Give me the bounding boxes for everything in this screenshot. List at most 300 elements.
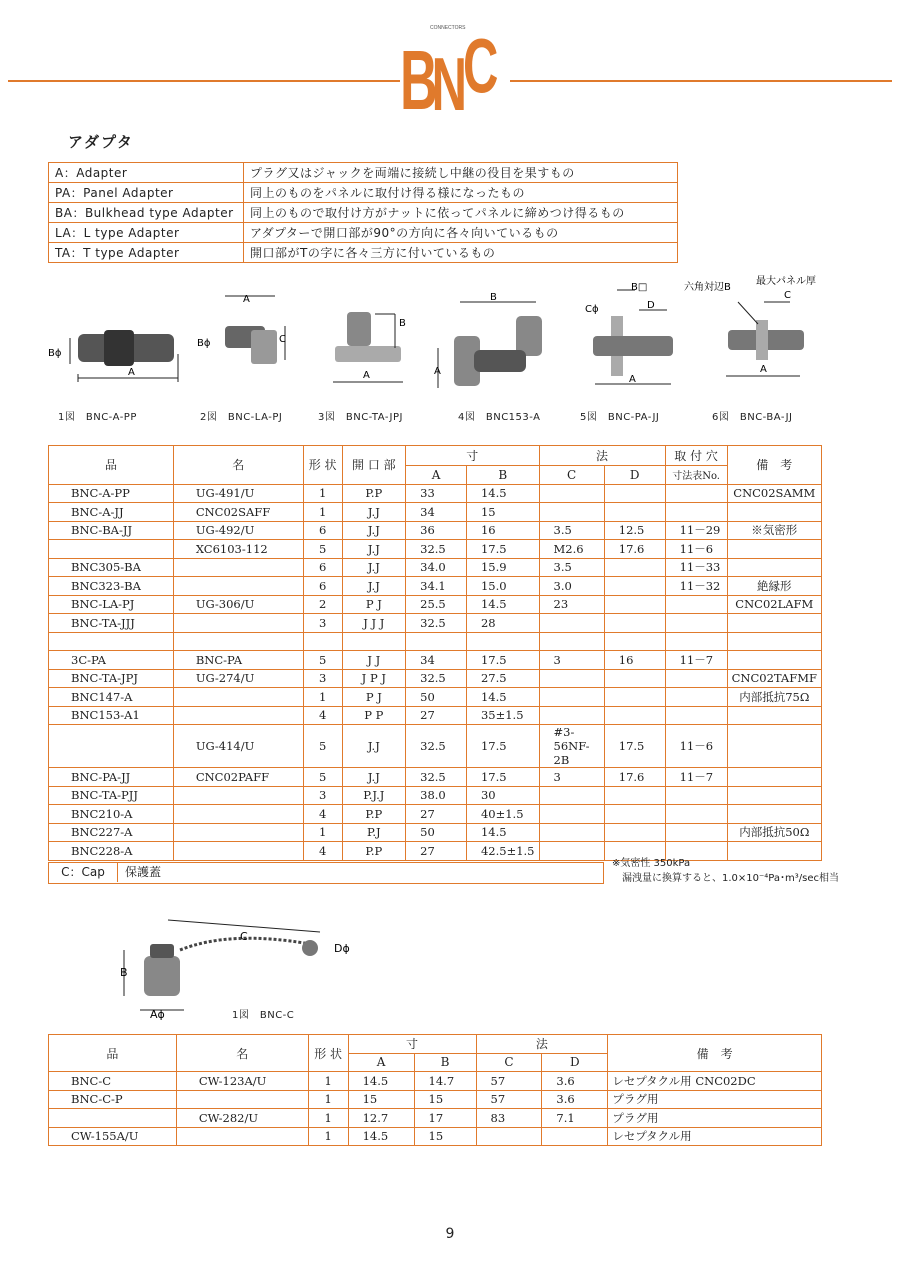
figure-2 — [195, 290, 305, 370]
figure-6 — [680, 272, 860, 397]
cap-fig-label-d: Dϕ — [334, 942, 350, 955]
cell-d: 16 — [604, 651, 665, 670]
cell-remarks: CNC02LAFM — [727, 595, 821, 614]
note-airtight: ※気密性 350kPa — [612, 858, 691, 869]
cell-d — [604, 577, 665, 596]
cell-c: #3-56NF-2B — [539, 725, 604, 768]
cell-b: 14.5 — [466, 484, 539, 503]
cap-cell-shape: 1 — [308, 1090, 348, 1109]
cap-cell-a: 14.5 — [348, 1127, 414, 1146]
cell-opening: J.J — [342, 540, 406, 559]
cell-b: 40±1.5 — [466, 805, 539, 824]
cell-a: 34 — [406, 503, 467, 522]
figure-3 — [325, 300, 425, 395]
table-row — [49, 595, 822, 614]
fig4-label-b: B — [490, 292, 497, 303]
cell-a: 32.5 — [406, 540, 467, 559]
cell-hole: 11－6 — [665, 540, 727, 559]
cell-a: 32.5 — [406, 669, 467, 688]
cell-remarks — [727, 725, 821, 768]
cell-b: 42.5±1.5 — [466, 842, 539, 861]
table-row — [49, 786, 822, 805]
fig2-label-b: Bϕ — [197, 338, 211, 349]
cap-cell-c: 57 — [476, 1072, 542, 1091]
cell-opening: J.J — [342, 503, 406, 522]
svg-text:B: B — [400, 33, 438, 120]
figure-5 — [575, 280, 695, 400]
cell-d — [604, 614, 665, 633]
cell-hin: BNC-TA-JJJ — [49, 614, 174, 633]
cell-mei — [173, 558, 303, 577]
cell-opening: P.J.J — [342, 786, 406, 805]
fig2-caption: 2図 BNC-LA-PJ — [200, 412, 283, 423]
fig6-label-a: A — [760, 364, 767, 375]
table-row — [49, 577, 822, 596]
cell-opening: P.P — [342, 805, 406, 824]
cell-hin: BNC305-BA — [49, 558, 174, 577]
cell-remarks — [727, 503, 821, 522]
spec-head-hole2: 寸法表No. — [665, 466, 727, 485]
cell-c: 3.0 — [539, 577, 604, 596]
cell-opening: J.J — [342, 577, 406, 596]
fig5-label-d: D — [647, 300, 655, 311]
header-line-right — [510, 80, 892, 82]
cell-mei: CNC02SAFF — [173, 503, 303, 522]
cell-mei — [173, 786, 303, 805]
cell-shape: 6 — [303, 558, 342, 577]
cell-shape: 5 — [303, 725, 342, 768]
cap-cell-mei — [176, 1090, 308, 1109]
definition-row — [49, 243, 678, 263]
fig6-label-hex: 六角対辺B — [684, 282, 731, 293]
spec-head-c: C — [539, 466, 604, 485]
cell-c: 23 — [539, 595, 604, 614]
cell-opening: J J J — [342, 614, 406, 633]
cell-hole — [665, 786, 727, 805]
cell-d — [604, 805, 665, 824]
fig5-label-c: Cϕ — [585, 304, 599, 315]
definition-desc: プラグ又はジャックを両端に接続し中継の役目を果すもの — [244, 163, 678, 183]
cap-cell-shape: 1 — [308, 1109, 348, 1128]
cell-shape: 4 — [303, 805, 342, 824]
cell-hole — [665, 669, 727, 688]
cell-opening: J P J — [342, 669, 406, 688]
definition-key: TA：T type Adapter — [49, 243, 244, 263]
cell-a: 25.5 — [406, 595, 467, 614]
cell-shape: 4 — [303, 842, 342, 861]
cell-mei: UG-491/U — [173, 484, 303, 503]
cap-cell-a: 12.7 — [348, 1109, 414, 1128]
cell-opening: J J — [342, 651, 406, 670]
cap-head-hin: 品 — [49, 1035, 177, 1072]
cell-shape: 1 — [303, 503, 342, 522]
table-row — [49, 706, 822, 725]
fig5-caption: 5図 BNC-PA-JJ — [580, 412, 660, 423]
cell-hole: 11－7 — [665, 651, 727, 670]
cap-cell-mei: CW-123A/U — [176, 1072, 308, 1091]
fig3-label-b: B — [399, 318, 406, 329]
table-row — [49, 805, 822, 824]
fig3-caption: 3図 BNC-TA-JPJ — [318, 412, 403, 423]
cell-hin — [49, 725, 174, 768]
spec-head-d: D — [604, 466, 665, 485]
cell-d — [604, 558, 665, 577]
cell-d: 12.5 — [604, 521, 665, 540]
spec-head-remarks: 備 考 — [727, 446, 821, 485]
cell-mei: UG-492/U — [173, 521, 303, 540]
cap-fig-label-b: B — [120, 966, 128, 979]
cap-key: C：Cap — [49, 863, 118, 882]
cap-cell-shape: 1 — [308, 1072, 348, 1091]
table-row — [49, 503, 822, 522]
figure-1 — [40, 318, 190, 403]
cell-shape: 3 — [303, 786, 342, 805]
definition-desc: アダプターで開口部が90°の方向に各々向いているもの — [244, 223, 678, 243]
cell-hole — [665, 595, 727, 614]
cap-head-shape: 形 状 — [308, 1035, 348, 1072]
cell-remarks: ※気密形 — [727, 521, 821, 540]
cell-remarks: 内部抵抗50Ω — [727, 823, 821, 842]
cell-b: 15.0 — [466, 577, 539, 596]
cell-c — [539, 823, 604, 842]
cell-mei: XC6103-112 — [173, 540, 303, 559]
cell-c: M2.6 — [539, 540, 604, 559]
cell-shape: 1 — [303, 688, 342, 707]
svg-text:C: C — [463, 23, 499, 110]
cap-desc: 保護蓋 — [125, 865, 162, 879]
cell-mei — [173, 688, 303, 707]
fig5-label-b: B□ — [631, 282, 648, 293]
fig6-caption: 6図 BNC-BA-JJ — [712, 412, 793, 423]
cell-b: 17.5 — [466, 768, 539, 787]
table-row — [49, 558, 822, 577]
spec-head-hin: 品 — [49, 446, 174, 485]
cell-hin: BNC210-A — [49, 805, 174, 824]
cell-opening: P J — [342, 688, 406, 707]
cell-d: 17.6 — [604, 768, 665, 787]
cell-remarks: 内部抵抗75Ω — [727, 688, 821, 707]
cap-cell-remarks: プラグ用 — [608, 1090, 822, 1109]
cap-cell-d: 3.6 — [542, 1072, 608, 1091]
cell-mei: CNC02PAFF — [173, 768, 303, 787]
cell-mei: UG-274/U — [173, 669, 303, 688]
cell-opening: P P — [342, 706, 406, 725]
logo-sub-text: CONNECTORS — [430, 25, 466, 31]
cell-c — [539, 614, 604, 633]
cell-opening: P.P — [342, 842, 406, 861]
cell-hole: 11－29 — [665, 521, 727, 540]
bnc-logo — [400, 20, 510, 120]
cell-a: 50 — [406, 688, 467, 707]
definition-key: PA：Panel Adapter — [49, 183, 244, 203]
cap-cell-b: 15 — [414, 1127, 476, 1146]
spec-head-dims2: 法 — [539, 446, 665, 466]
fig6-label-c: C — [784, 290, 791, 301]
cap-definition — [48, 862, 604, 884]
cell-hole — [665, 805, 727, 824]
cell-shape: 5 — [303, 651, 342, 670]
cell-mei — [173, 706, 303, 725]
cell-b: 14.5 — [466, 823, 539, 842]
cell-a: 27 — [406, 842, 467, 861]
definition-key: BA：Bulkhead type Adapter — [49, 203, 244, 223]
fig5-label-a: A — [629, 374, 636, 385]
cell-d — [604, 669, 665, 688]
table-row — [49, 1127, 822, 1146]
cap-cell-d — [542, 1127, 608, 1146]
cell-hin: BNC-TA-PJJ — [49, 786, 174, 805]
definition-row — [49, 163, 678, 183]
cell-shape: 6 — [303, 577, 342, 596]
cell-remarks — [727, 632, 821, 651]
definition-row — [49, 203, 678, 223]
table-row — [49, 484, 822, 503]
table-row — [49, 521, 822, 540]
table-row — [49, 1072, 822, 1091]
cell-remarks — [727, 651, 821, 670]
cell-c — [539, 632, 604, 651]
spec-head-dims1: 寸 — [406, 446, 539, 466]
cell-hole — [665, 484, 727, 503]
cap-cell-b: 15 — [414, 1090, 476, 1109]
fig1-label-a: A — [128, 367, 135, 378]
cap-cell-hin: BNC-C-P — [49, 1090, 177, 1109]
cell-remarks — [727, 842, 821, 861]
fig2-label-c: C — [279, 334, 286, 345]
cell-shape: 5 — [303, 540, 342, 559]
header-line-left — [8, 80, 400, 82]
cell-shape: 6 — [303, 521, 342, 540]
cell-remarks: CNC02SAMM — [727, 484, 821, 503]
cell-b: 14.5 — [466, 688, 539, 707]
spec-head-opening: 開 口 部 — [342, 446, 406, 485]
cell-b: 14.5 — [466, 595, 539, 614]
note-leak: 漏洩量に換算すると、1.0×10⁻⁴Pa･m³/sec相当 — [622, 873, 839, 884]
cell-c: 3 — [539, 651, 604, 670]
cell-remarks — [727, 786, 821, 805]
cell-a: 32.5 — [406, 614, 467, 633]
cell-a: 27 — [406, 706, 467, 725]
cap-cell-mei: CW-282/U — [176, 1109, 308, 1128]
cell-hole — [665, 688, 727, 707]
definition-desc: 同上のものをパネルに取付け得る様になったもの — [244, 183, 678, 203]
cell-b: 17.5 — [466, 651, 539, 670]
cell-hin — [49, 540, 174, 559]
cell-b: 15.9 — [466, 558, 539, 577]
cell-opening — [342, 632, 406, 651]
cell-c — [539, 706, 604, 725]
cell-shape: 5 — [303, 768, 342, 787]
definition-desc: 同上のもので取付け方がナットに依ってパネルに締めつけ得るもの — [244, 203, 678, 223]
cell-hin — [49, 632, 174, 651]
cap-cell-b: 17 — [414, 1109, 476, 1128]
cell-hole — [665, 614, 727, 633]
cell-mei: UG-414/U — [173, 725, 303, 768]
cap-head-dims2: 法 — [476, 1035, 608, 1054]
cell-c — [539, 805, 604, 824]
cap-cell-a: 15 — [348, 1090, 414, 1109]
cell-mei — [173, 842, 303, 861]
cell-hin: BNC-BA-JJ — [49, 521, 174, 540]
cell-remarks — [727, 768, 821, 787]
cap-cell-c: 83 — [476, 1109, 542, 1128]
section-title: アダプタ — [68, 133, 134, 151]
cell-d — [604, 503, 665, 522]
cell-hin: BNC-TA-JPJ — [49, 669, 174, 688]
cell-hole: 11－7 — [665, 768, 727, 787]
cell-hin: BNC-LA-PJ — [49, 595, 174, 614]
cell-shape — [303, 632, 342, 651]
cell-shape: 1 — [303, 484, 342, 503]
cell-hin: BNC227-A — [49, 823, 174, 842]
cap-cell-d: 3.6 — [542, 1090, 608, 1109]
cap-cell-b: 14.7 — [414, 1072, 476, 1091]
spec-head-b: B — [466, 466, 539, 485]
fig4-label-a: A — [434, 366, 441, 377]
cap-head-remarks: 備 考 — [608, 1035, 822, 1072]
cell-opening: J.J — [342, 558, 406, 577]
cap-cell-remarks: レセプタクル用 — [608, 1127, 822, 1146]
cell-b: 15 — [466, 503, 539, 522]
cell-remarks — [727, 540, 821, 559]
cell-hin: BNC-PA-JJ — [49, 768, 174, 787]
definition-row — [49, 223, 678, 243]
cell-d — [604, 688, 665, 707]
definitions-table — [48, 162, 678, 263]
fig4-caption: 4図 BNC153-A — [458, 412, 541, 423]
cap-fig-caption: 1図 BNC-C — [232, 1010, 295, 1021]
cell-b — [466, 632, 539, 651]
cell-remarks: CNC02TAFMF — [727, 669, 821, 688]
cell-shape: 4 — [303, 706, 342, 725]
cell-opening: P.J — [342, 823, 406, 842]
cell-hin: BNC147-A — [49, 688, 174, 707]
table-row — [49, 768, 822, 787]
cell-d: 17.6 — [604, 540, 665, 559]
cell-c: 3.5 — [539, 558, 604, 577]
cell-hole: 11－33 — [665, 558, 727, 577]
page-number: 9 — [445, 1226, 455, 1242]
cell-remarks — [727, 558, 821, 577]
cap-cell-hin: CW-155A/U — [49, 1127, 177, 1146]
cap-cell-hin: BNC-C — [49, 1072, 177, 1091]
cell-hin: BNC-A-PP — [49, 484, 174, 503]
table-row — [49, 540, 822, 559]
cell-a: 34 — [406, 651, 467, 670]
cell-opening: P J — [342, 595, 406, 614]
cell-hole: 11－6 — [665, 725, 727, 768]
fig3-label-a: A — [363, 370, 370, 381]
table-row — [49, 1090, 822, 1109]
spec-head-hole: 取 付 穴 — [665, 446, 727, 466]
cell-b: 17.5 — [466, 725, 539, 768]
cell-c — [539, 669, 604, 688]
spec-table — [48, 445, 822, 861]
cell-b: 30 — [466, 786, 539, 805]
cell-mei — [173, 632, 303, 651]
fig1-caption: 1図 BNC-A-PP — [58, 412, 137, 423]
definition-key: A：Adapter — [49, 163, 244, 183]
cap-head-b: B — [414, 1053, 476, 1072]
cell-opening: J.J — [342, 521, 406, 540]
cell-b: 17.5 — [466, 540, 539, 559]
cell-b: 27.5 — [466, 669, 539, 688]
cell-a: 27 — [406, 805, 467, 824]
cell-a: 38.0 — [406, 786, 467, 805]
cell-d: 17.5 — [604, 725, 665, 768]
cell-mei — [173, 577, 303, 596]
table-row — [49, 614, 822, 633]
cell-d — [604, 632, 665, 651]
table-row — [49, 651, 822, 670]
spec-head-mei: 名 — [173, 446, 303, 485]
fig1-label-b: Bϕ — [48, 348, 62, 359]
cell-a — [406, 632, 467, 651]
cell-c: 3.5 — [539, 521, 604, 540]
spec-head-a: A — [406, 466, 467, 485]
cap-cell-a: 14.5 — [348, 1072, 414, 1091]
cap-cell-d: 7.1 — [542, 1109, 608, 1128]
cell-d — [604, 823, 665, 842]
table-row — [49, 1109, 822, 1128]
cell-a: 34.1 — [406, 577, 467, 596]
cell-c — [539, 688, 604, 707]
cell-mei — [173, 614, 303, 633]
cell-remarks — [727, 614, 821, 633]
cell-mei — [173, 823, 303, 842]
cell-shape: 3 — [303, 669, 342, 688]
cell-d — [604, 706, 665, 725]
cell-shape: 3 — [303, 614, 342, 633]
cell-mei — [173, 805, 303, 824]
cell-remarks: 絶縁形 — [727, 577, 821, 596]
cell-remarks — [727, 706, 821, 725]
cap-fig-label-c: C — [240, 930, 248, 943]
cell-hole — [665, 706, 727, 725]
cell-opening: J.J — [342, 768, 406, 787]
cell-hole — [665, 503, 727, 522]
cap-head-d: D — [542, 1053, 608, 1072]
cell-a: 33 — [406, 484, 467, 503]
table-row — [49, 688, 822, 707]
cell-d — [604, 786, 665, 805]
cell-d — [604, 484, 665, 503]
cell-remarks — [727, 805, 821, 824]
fig6-label-panel: 最大パネル厚 — [756, 276, 816, 287]
cell-hin: BNC323-BA — [49, 577, 174, 596]
definition-key: LA：L type Adapter — [49, 223, 244, 243]
cap-cell-mei — [176, 1127, 308, 1146]
cell-hin: BNC228-A — [49, 842, 174, 861]
definition-desc: 開口部がTの字に各々三方に付いているもの — [244, 243, 678, 263]
cell-hin: 3C-PA — [49, 651, 174, 670]
cap-cell-c: 57 — [476, 1090, 542, 1109]
cell-a: 32.5 — [406, 768, 467, 787]
svg-text:N: N — [431, 43, 468, 120]
cap-head-mei: 名 — [176, 1035, 308, 1072]
cell-c — [539, 842, 604, 861]
cell-hole — [665, 823, 727, 842]
cell-opening: P.P — [342, 484, 406, 503]
cell-c — [539, 503, 604, 522]
table-row — [49, 725, 822, 768]
cell-c — [539, 786, 604, 805]
table-row — [49, 669, 822, 688]
cell-a: 34.0 — [406, 558, 467, 577]
cell-hole — [665, 632, 727, 651]
cell-opening: J.J — [342, 725, 406, 768]
cell-d — [604, 595, 665, 614]
